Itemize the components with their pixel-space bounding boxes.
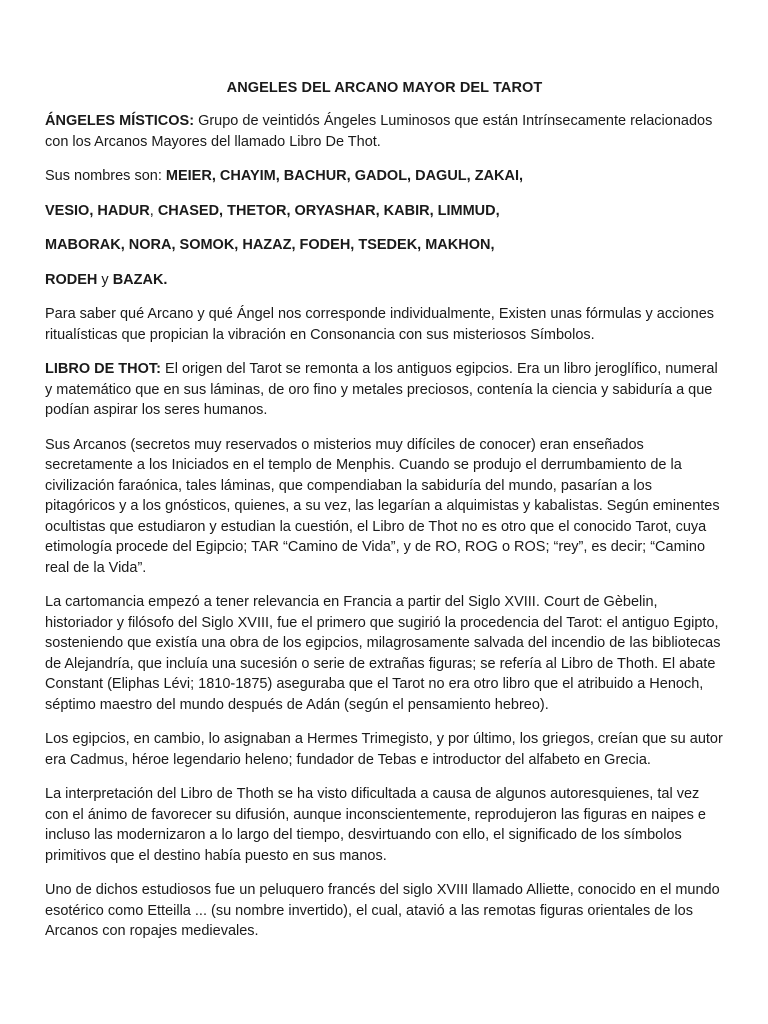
paragraph-etteilla: Uno de dichos estudiosos fue un peluquero francés del siglo XVIII llamado Alliette, conocido en el mundo esotérico como Etteilla ... (su nombre invertido), el cual, atavió a las remotas figuras orientales de los Arcanos con ropajes medievales.	[45, 882, 720, 939]
separator-text: ,	[149, 202, 158, 219]
separator-text: y	[97, 271, 113, 288]
paragraph-text: Sus nombres son:	[45, 168, 166, 184]
paragraph-cartomancia: La cartomancia empezó a tener relevancia en Francia a partir del Siglo XVIII. Court de Gèbelin, historiador y filósofo del Siglo XVIII, fue el primero que sugirió la procedencia del Tarot: el antiguo Egipto, sosteniendo que existía una obra de los egipcios, milagrosamente salvada del incendio de las bibliotecas de Alejandría, que incluía una sucesión o serie de extrañas figuras; se refería al Libro de Thoth. El abate Constant (Eliphas Lévi; 1810-1875) aseguraba que el Tarot no era otro libro que el atribuido a Henoch, séptimo maestro del mundo después de Adán (según el pensamiento hebreo).	[45, 594, 721, 713]
angel-names-a: VESIO, HADUR	[45, 202, 150, 219]
paragraph-text: Grupo de veintidós Ángeles Luminosos que están Intrínsecamente relacionados con los Arcanos Mayores del llamado Libro De Thot.	[45, 113, 713, 150]
angel-names-line-3: MABORAK, NORA, SOMOK, HAZAZ, FODEH, TSEDEK, MAKHON,	[45, 237, 495, 253]
paragraph-libro-de-thot	[45, 359, 724, 421]
paragraph-arcanos: Sus Arcanos (secretos muy reservados o misterios muy difíciles de conocer) eran enseñados secretamente a los Iniciados en el templo de Menphis. Cuando se produjo el derrumbamiento de la civilización faraónica, tales láminas, que compendiaban la sabiduría del mundo, pasarían a los pitagóricos y a los gnósticos, quienes, a su vez, las legarían a alquimistas y kabalistas. Según eminentes ocultistas que estudiaron y estudian la cuestión, el Libro de Thot no es otro que el conocido Tarot, cuya etimología procede del Egipcio; TAR “Camino de Vida”, y de RO, ROG o ROS; “rey”, es decir; “Camino real de la Vida”.	[45, 436, 720, 576]
term-angeles-misticos: ÁNGELES MÍSTICOS:	[45, 113, 195, 129]
angel-names-b: CHASED, THETOR, ORYASHAR, KABIR, LIMMUD,	[157, 202, 500, 219]
paragraph-names-line-4	[45, 270, 724, 291]
paragraph-text: El origen del Tarot se remonta a los antiguos egipcios. Era un libro jeroglífico, numeral y matemático que en sus láminas, de oro fino y metales preciosos, contenía la ciencia y sabiduría a que podían aspirar los seres humanos.	[45, 361, 718, 418]
paragraph-egipcios: Los egipcios, en cambio, lo asignaban a Hermes Trimegisto, y por último, los griegos, creían que su autor era Cadmus, héroe legendario heleno; fundador de Tebas e introductor del alfabeto en Grecia.	[45, 731, 723, 768]
term-libro-de-thot: LIBRO DE THOT:	[45, 361, 161, 377]
paragraph-angeles-misticos	[45, 111, 724, 152]
document-title: ANGELES DEL ARCANO MAYOR DEL TAROT	[226, 80, 543, 96]
angel-names-line-1: MEIER, CHAYIM, BACHUR, GADOL, DAGUL, ZAKAI,	[165, 168, 524, 184]
angel-name-rodeh: RODEH	[45, 271, 98, 288]
paragraph-names-line-2	[45, 201, 724, 222]
paragraph-names-line-3	[45, 235, 724, 256]
paragraph-interpretacion: La interpretación del Libro de Thoth se ha visto dificultada a causa de algunos autoresquienes, tal vez con el ánimo de favorecer su difusión, aunque inconscientemente, reprodujeron las figuras en naipes e incluso las modernizaron a lo largo del tiempo, desvirtuando con ello, el significado de los símbolos primitivos que el destino había puesto en sus manos.	[45, 786, 706, 864]
paragraph-formulas: Para saber qué Arcano y qué Ángel nos corresponde individualmente, Existen unas fórmulas y acciones ritualísticas que propician la vibración en Consonancia con sus misteriosos Símbolos.	[45, 306, 715, 343]
angel-name-bazak: BAZAK.	[112, 271, 168, 288]
paragraph-names-intro	[45, 166, 724, 187]
